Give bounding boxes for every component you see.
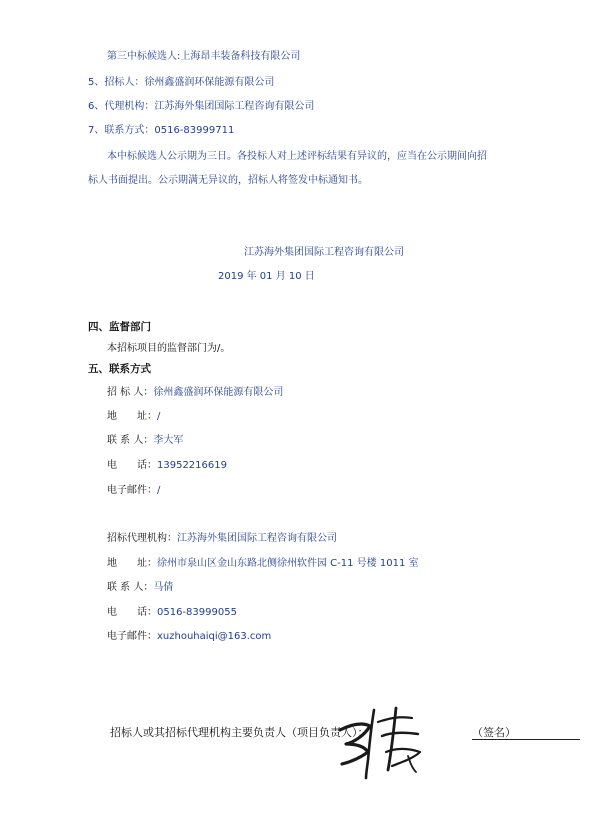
agency-address: 徐州市泉山区金山东路北侧徐州软件园 C-11 号楼 1011 室 [157, 558, 419, 569]
item-contact: 7、联系方式：0516-83999711 [88, 125, 235, 136]
signature-label: 招标人或其招标代理机构主要负责人（项目负责人）： [110, 726, 369, 739]
agency-name-row [107, 532, 337, 546]
item-agency: 6、代理机构：江苏海外集团国际工程咨询有限公司 [88, 101, 315, 112]
agency-email-row [107, 630, 271, 644]
tenderer-phone-label: 电 话： [107, 460, 157, 471]
agency-address-label: 地 址： [107, 558, 157, 569]
tenderer-address: / [157, 411, 161, 422]
tenderer-contact-row [107, 434, 183, 448]
tenderer-name: 徐州鑫盛润环保能源有限公司 [153, 387, 284, 398]
agency-email-label: 电子邮件： [107, 631, 157, 642]
section-5-heading: 五、联系方式 [88, 363, 151, 375]
tenderer-phone-row [107, 459, 227, 473]
agency-phone-label: 电 话： [107, 607, 157, 618]
signature-line [110, 724, 530, 744]
tenderer-contact-label: 联 系 人： [107, 435, 154, 446]
agency-contact: 马倩 [153, 582, 174, 593]
tenderer-name-label: 招 标 人： [107, 387, 154, 398]
item-tenderer: 5、招标人：徐州鑫盛润环保能源有限公司 [88, 77, 275, 88]
section-4-heading: 四、监督部门 [88, 321, 151, 333]
signature-suffix: （签名） [472, 726, 516, 739]
notice-line-1: 本中标候选人公示期为三日。各投标人对上述评标结果有异议的，应当在公示期间向招 [107, 151, 487, 162]
tenderer-name-row [107, 386, 283, 400]
handwritten-signature [330, 682, 430, 782]
tenderer-contact: 李大军 [153, 435, 184, 446]
agency-contact-row [107, 581, 173, 595]
tenderer-address-label: 地 址： [107, 411, 157, 422]
tenderer-email-row [107, 484, 160, 498]
tenderer-address-row [107, 410, 160, 424]
tenderer-phone: 13952216619 [157, 460, 227, 471]
section-4-text: 本招标项目的监督部门为/。 [107, 343, 231, 354]
issue-date: 2019 年 01 月 10 日 [218, 271, 315, 282]
tenderer-email: / [157, 485, 161, 496]
agency-contact-label: 联 系 人： [107, 582, 154, 593]
agency-address-row [107, 557, 418, 571]
agency-name: 江苏海外集团国际工程咨询有限公司 [177, 533, 337, 544]
agency-phone: 0516-83999055 [157, 607, 237, 618]
notice-line-2: 标人书面提出。公示期满无异议的，招标人将签发中标通知书。 [88, 175, 368, 186]
agency-email: xuzhouhaiqi@163.com [157, 631, 272, 642]
third-candidate: 第三中标候选人:上海昂丰装备科技有限公司 [107, 51, 301, 62]
issuer-name: 江苏海外集团国际工程咨询有限公司 [244, 247, 404, 258]
tenderer-email-label: 电子邮件： [107, 485, 157, 496]
agency-phone-row [107, 606, 237, 620]
agency-name-label: 招标代理机构： [107, 533, 177, 544]
